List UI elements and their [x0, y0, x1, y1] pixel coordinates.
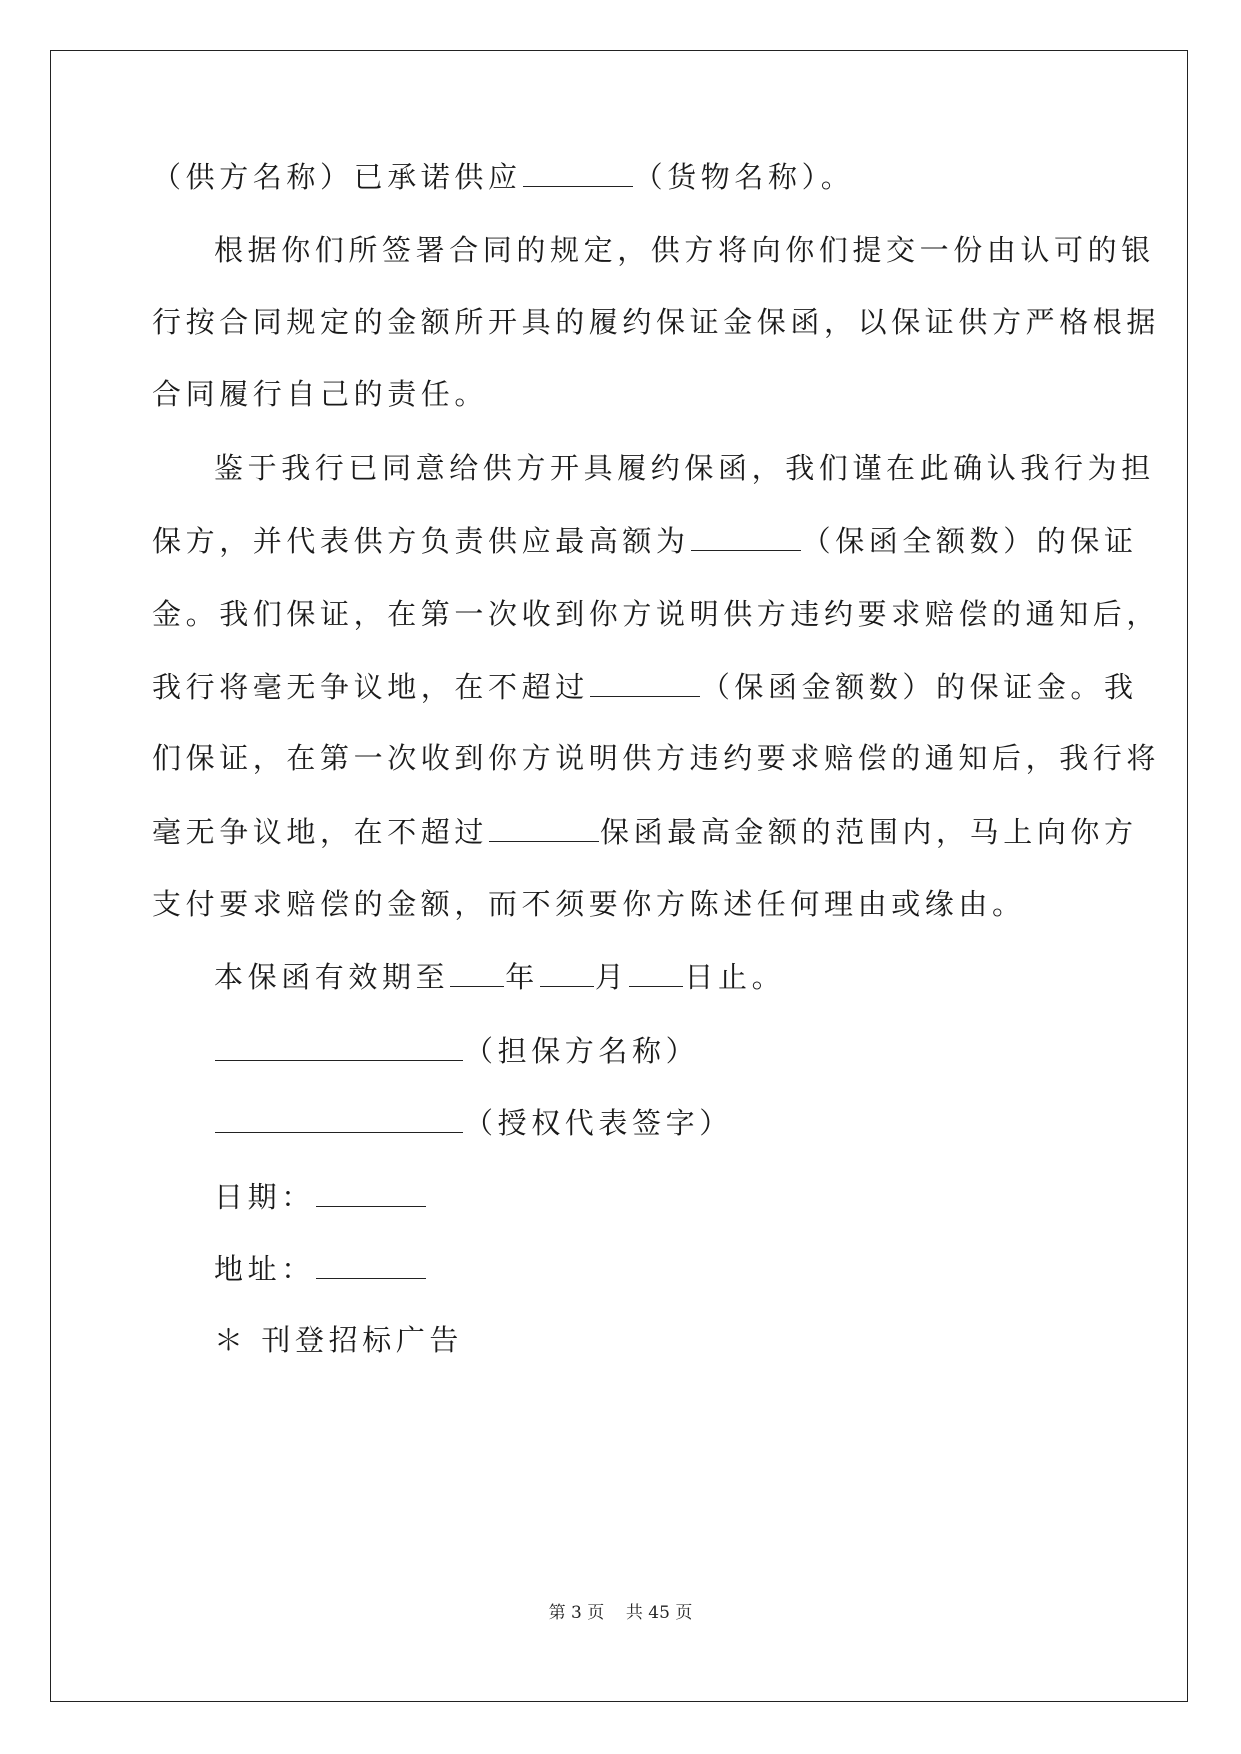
text-segment: 本保函有效期至	[214, 960, 450, 994]
fill-blank-signature[interactable]	[215, 1102, 463, 1133]
fill-blank[interactable]	[691, 520, 801, 551]
text-line-2	[214, 230, 1155, 270]
fill-blank[interactable]	[489, 811, 599, 842]
text-segment: （保函金额数）的保证金。我	[700, 670, 1138, 704]
text-line-6	[152, 520, 1138, 560]
text-segment: 月	[594, 960, 629, 994]
text-line-3	[152, 302, 1160, 342]
section-heading: ＊ 刊登招标广告	[214, 1323, 464, 1357]
text-line-1	[152, 156, 854, 196]
text-line-9	[152, 738, 1160, 778]
text-line-13	[214, 1030, 699, 1070]
text-segment: （授权代表签字）	[464, 1106, 733, 1140]
text-segment: （保函全额数）的保证	[801, 524, 1138, 558]
text-line-7	[152, 594, 1160, 634]
fill-blank-day[interactable]	[629, 956, 683, 987]
text-line-17	[214, 1320, 463, 1360]
fill-blank[interactable]	[523, 156, 633, 187]
address-label: 地址：	[214, 1252, 315, 1286]
text-segment: 鉴于我行已同意给供方开具履约保函，我们谨在此确认我行为担	[214, 451, 1155, 485]
text-segment: 支付要求赔偿的金额，而不须要你方陈述任何理由或缘由。	[152, 887, 1026, 921]
text-line-16	[214, 1248, 427, 1288]
text-line-10	[152, 811, 1138, 851]
date-label: 日期：	[214, 1180, 315, 1214]
page-footer: 第 3 页 共 45 页	[548, 1603, 693, 1623]
text-segment: （供方名称）已承诺供应	[152, 160, 522, 194]
text-line-14	[214, 1102, 733, 1142]
text-segment: （担保方名称）	[464, 1034, 700, 1068]
text-line-8	[152, 666, 1138, 706]
text-line-15	[214, 1176, 427, 1216]
text-segment: 根据你们所签署合同的规定，供方将向你们提交一份由认可的银	[214, 233, 1155, 267]
text-segment: 金。我们保证，在第一次收到你方说明供方违约要求赔偿的通知后，	[152, 597, 1161, 631]
page-border	[50, 50, 1188, 1702]
text-line-12	[214, 956, 785, 996]
fill-blank-guarantor[interactable]	[215, 1030, 463, 1061]
text-segment: 年	[505, 960, 539, 994]
text-line-11	[152, 884, 1026, 924]
text-segment: 日止。	[684, 960, 786, 994]
text-segment: 保函最高金额的范围内，马上向你方	[600, 815, 1138, 849]
text-line-5	[214, 448, 1155, 488]
fill-blank-year[interactable]	[450, 956, 504, 987]
fill-blank-month[interactable]	[540, 956, 594, 987]
fill-blank-address[interactable]	[316, 1248, 426, 1279]
text-segment: 毫无争议地，在不超过	[152, 815, 489, 849]
text-segment: 我行将毫无争议地，在不超过	[152, 670, 589, 704]
text-segment: 行按合同规定的金额所开具的履约保证金保函，以保证供方严格根据	[152, 305, 1161, 339]
fill-blank[interactable]	[590, 666, 700, 697]
text-segment: 保方，并代表供方负责供应最高额为	[152, 524, 690, 558]
text-segment: 们保证，在第一次收到你方说明供方违约要求赔偿的通知后，我行将	[152, 741, 1161, 775]
text-segment: 合同履行自己的责任。	[152, 377, 489, 411]
text-line-4	[152, 374, 488, 414]
text-segment: （货物名称）。	[633, 160, 855, 194]
fill-blank-date[interactable]	[316, 1176, 426, 1207]
